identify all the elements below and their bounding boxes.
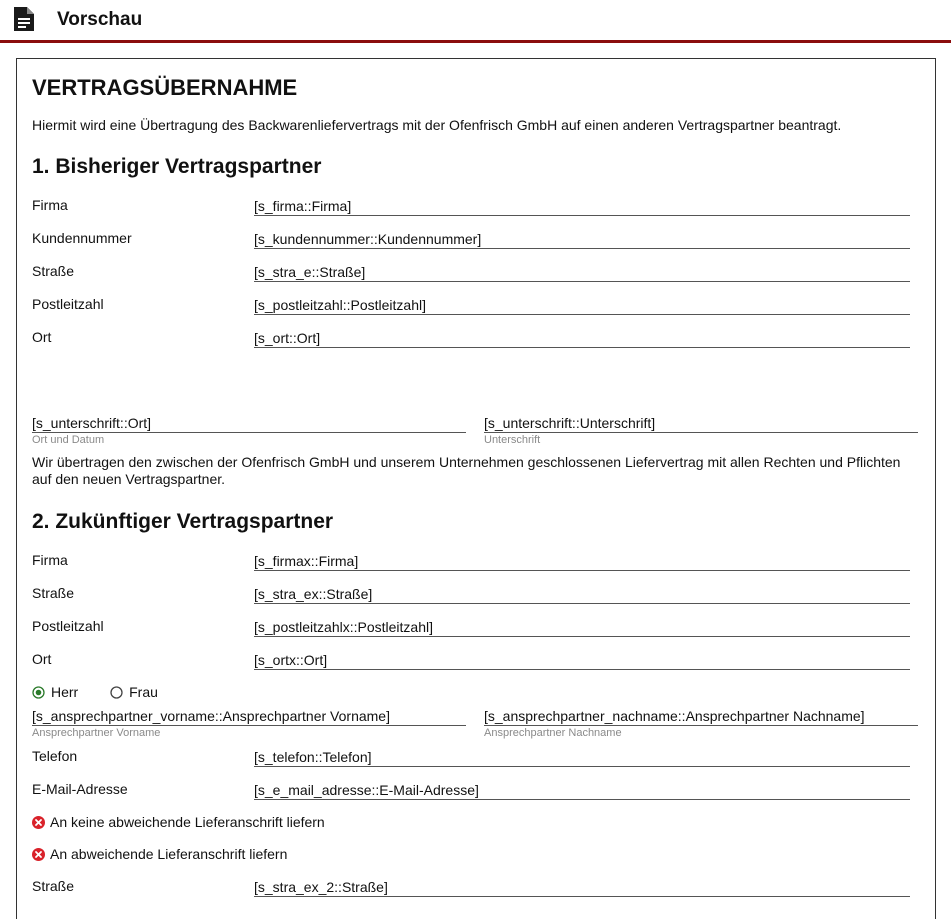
field-label: Firma [32,552,68,568]
radio-unchecked-icon[interactable] [110,686,123,699]
salutation-radio-group [32,684,186,702]
field-row-postleitzahl [32,296,911,320]
field-label: Firma [32,197,68,213]
strasse-delivery-field[interactable]: [s_stra_ex_2::Straße] [254,879,910,897]
contact-last-name-caption: Ansprechpartner Nachname [484,727,622,739]
field-label: Ort [32,329,52,345]
strasse-new-field[interactable]: [s_stra_ex::Straße] [254,586,910,604]
contact-first-name [32,708,466,739]
field-row-strasse [32,263,911,287]
error-icon [32,848,45,861]
field-row-ort [32,329,911,353]
signature-field[interactable]: [s_unterschrift::Unterschrift] [484,415,918,433]
page-title: Vorschau [57,9,143,30]
telefon-field[interactable]: [s_telefon::Telefon] [254,749,910,767]
contact-last-name [484,708,918,739]
form-title: VERTRAGSÜBERNAHME [32,75,298,100]
signature-place-date [32,415,466,446]
field-row-strasse-delivery [32,878,911,902]
delivery-option-alternate[interactable] [32,846,287,862]
field-row-telefon [32,748,911,772]
salutation-herr-option[interactable] [32,684,78,700]
strasse-field[interactable]: [s_stra_e::Straße] [254,264,910,282]
kundennummer-field[interactable]: [s_kundennummer::Kundennummer] [254,231,910,249]
section2-heading: 2. Zukünftiger Vertragspartner [32,510,334,533]
section1-heading: 1. Bisheriger Vertragspartner [32,155,322,178]
signature-signature [484,415,918,446]
field-row-firma [32,197,911,221]
contact-last-name-field[interactable]: [s_ansprechpartner_nachname::Ansprechpartner Nachname] [484,708,918,726]
delivery-option-alternate-label: An abweichende Lieferanschrift liefern [50,846,288,862]
contact-first-name-caption: Ansprechpartner Vorname [32,727,161,739]
transfer-text: Wir übertragen den zwischen der Ofenfrisch GmbH und unserem Unternehmen geschlossenen Liefervertrag mit allen Rechten und Pflichten auf den neuen Vertragspartner. [32,454,901,487]
field-label: Postleitzahl [32,618,104,634]
firma-new-field[interactable]: [s_firmax::Firma] [254,553,910,571]
contact-first-name-field[interactable]: [s_ansprechpartner_vorname::Ansprechpartner Vorname] [32,708,466,726]
field-row-ort-new [32,651,911,675]
delivery-option-none-label: An keine abweichende Lieferanschrift liefern [50,814,325,830]
field-label: Kundennummer [32,230,132,246]
document-icon [14,7,34,36]
salutation-herr-label: Herr [51,684,79,700]
ort-new-field[interactable]: [s_ortx::Ort] [254,652,910,670]
field-label: Straße [32,585,75,601]
error-icon [32,816,45,829]
field-row-postleitzahl-new [32,618,911,642]
field-label: Telefon [32,748,78,764]
radio-checked-icon[interactable] [32,686,45,699]
field-label: Straße [32,263,75,279]
field-label: E-Mail-Adresse [32,781,128,797]
ort-field[interactable]: [s_ort::Ort] [254,330,910,348]
form-preview-panel [16,58,936,919]
intro-text: Hiermit wird eine Übertragung des Backwarenliefervertrags mit der Ofenfrisch GmbH auf einen anderen Vertragspartner beantragt. [32,117,842,133]
salutation-frau-option[interactable] [110,684,158,700]
field-row-strasse-new [32,585,911,609]
field-row-firma-new [32,552,911,576]
field-row-email [32,781,911,805]
email-field[interactable]: [s_e_mail_adresse::E-Mail-Adresse] [254,782,910,800]
field-row-kundennummer [32,230,911,254]
delivery-option-none[interactable] [32,814,325,830]
postleitzahl-new-field[interactable]: [s_postleitzahlx::Postleitzahl] [254,619,910,637]
signature-place-field[interactable]: [s_unterschrift::Ort] [32,415,466,433]
salutation-frau-label: Frau [129,684,158,700]
field-label: Straße [32,878,75,894]
firma-field[interactable]: [s_firma::Firma] [254,198,910,216]
signature-caption: Unterschrift [484,434,541,446]
field-label: Ort [32,651,52,667]
preview-header [0,0,951,43]
postleitzahl-field[interactable]: [s_postleitzahl::Postleitzahl] [254,297,910,315]
signature-place-caption: Ort und Datum [32,434,105,446]
field-label: Postleitzahl [32,296,104,312]
